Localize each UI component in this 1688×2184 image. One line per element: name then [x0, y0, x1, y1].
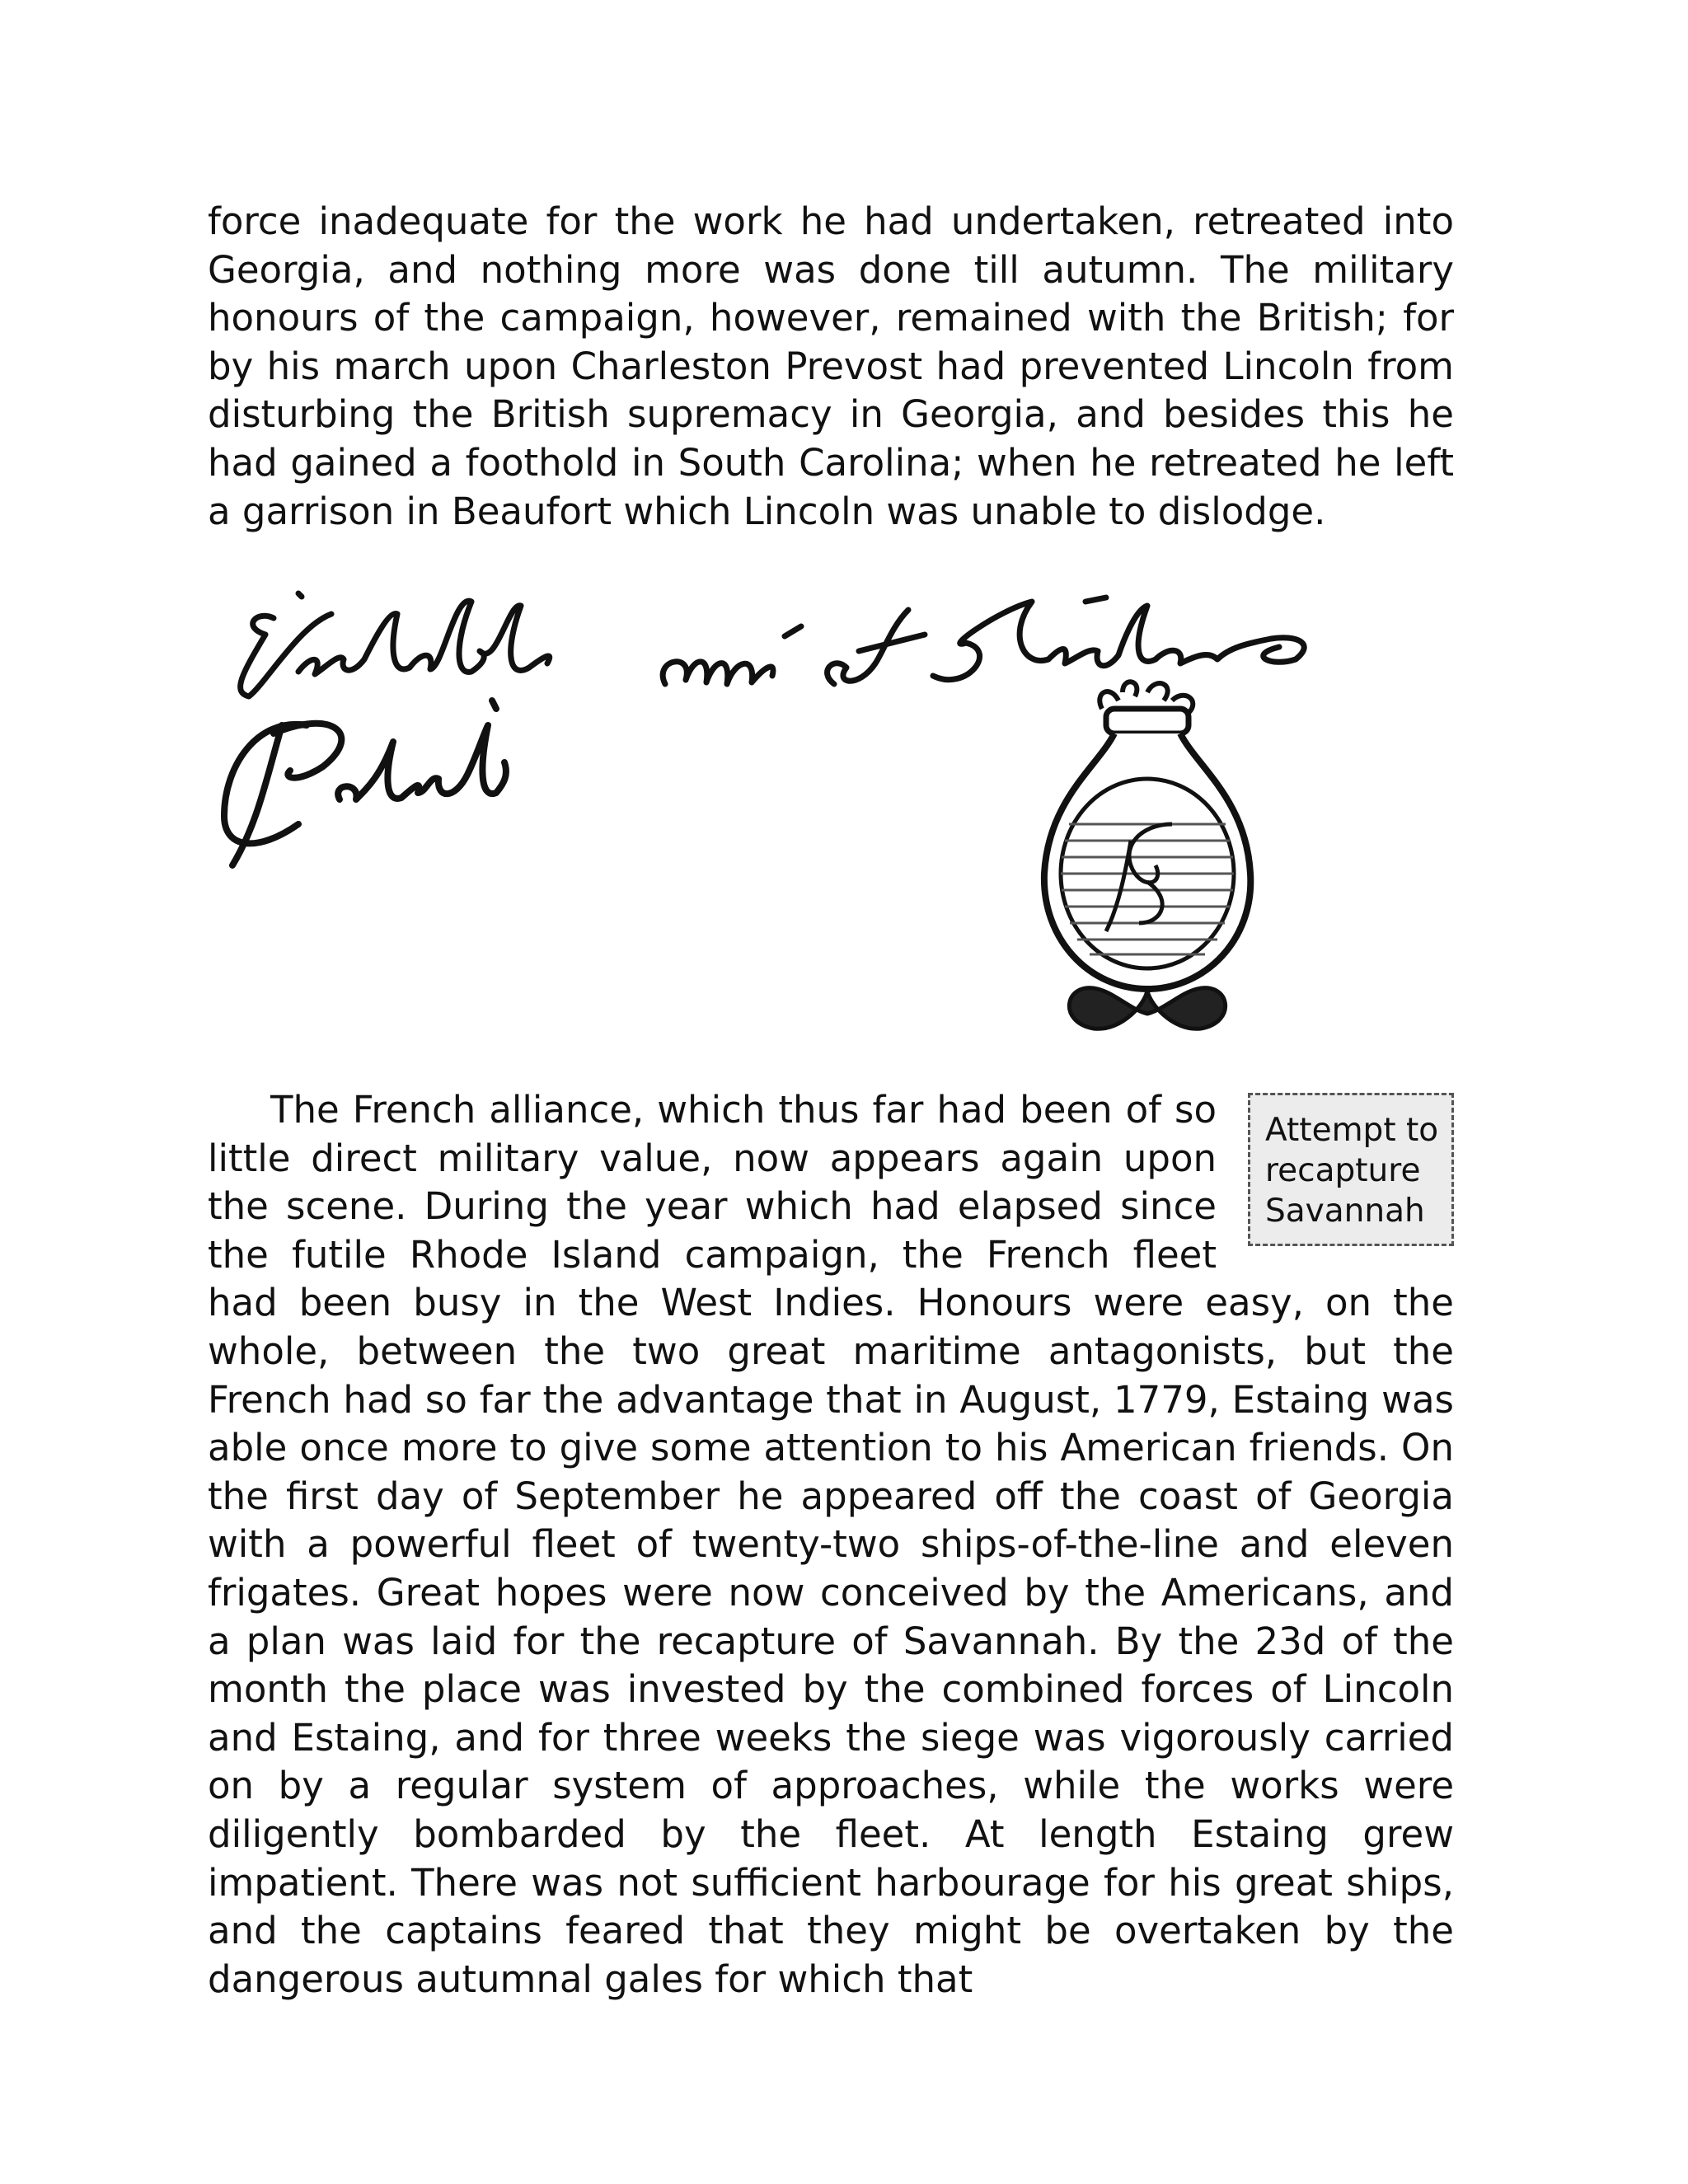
body-paragraph-2	[208, 1086, 1454, 2004]
signature-illustration	[208, 577, 1477, 1051]
signature-line-1	[241, 593, 1305, 696]
wax-seal-icon	[1044, 682, 1250, 1029]
marginal-sidenote: Attempt to recapture Savannah	[1248, 1093, 1454, 1246]
body-paragraph-1: force inadequate for the work he had undertaken, retreated into Georgia, and nothing more was done till autumn. The military honours of the campaign, however, remained with the British; for by his march upon Charleston Prevost had prevented Lincoln from disturbing the British supremacy in Georgia, and besides this he had gained a foothold in South Carolina; when he retreated he left a garrison in Beaufort which Lincoln was unable to dislodge.	[208, 199, 1454, 533]
body-paragraph-2-text: The French alliance, which thus far had been of so little direct military value, now appears again upon the scene. During the year which had elapsed since the futile Rhode Island campaign, the French fleet had been busy in the West Indies. Honours were easy, on the whole, between the two great maritime antagonists, but the French had so far the advantage that in August, 1779, Estaing was able once more to give some attention to his American friends. On the first day of September he appeared off the coast of Georgia with a powerful fleet of twenty-two ships-of-the-line and eleven frigates. Great hopes were now conceived by the Americans, and a plan was laid for the recapture of Savannah. By the 23d of the month the place was invested by the combined forces of Lincoln and Estaing, and for three weeks the siege was vigorously carried on by a regular system of approaches, while the works were diligently bombarded by the fleet. At length Estaing grew impatient. There was not sufficient harbourage for his great ships, and the captains feared that they might be overtaken by the dangerous autumnal gales for which that	[208, 1088, 1454, 2001]
signature-pulaski	[224, 701, 506, 865]
